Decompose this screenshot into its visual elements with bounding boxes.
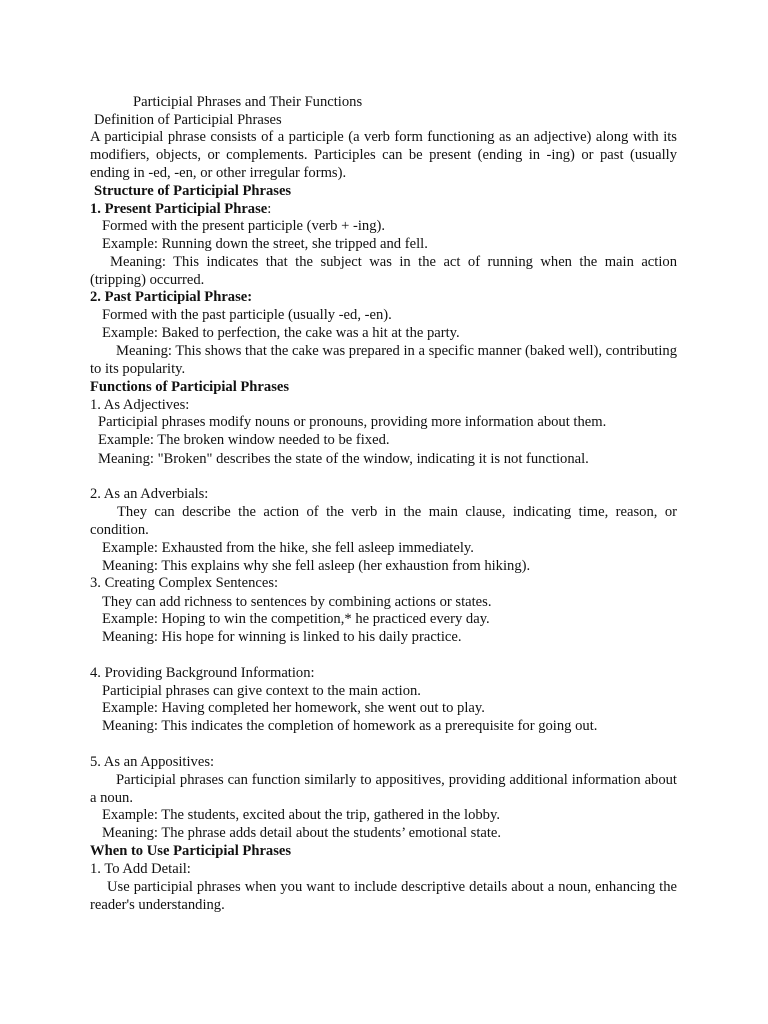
present-participial-label: 1. Present Participial Phrase xyxy=(90,201,268,217)
function-4-example: Example: Having completed her homework, she went out to play. xyxy=(102,700,485,716)
definition-heading: Definition of Participial Phrases xyxy=(94,112,282,128)
past-participial-heading: 2. Past Participial Phrase: xyxy=(90,289,253,305)
function-1-description: Participial phrases modify nouns or pronouns, providing more information about them. xyxy=(98,414,607,430)
present-meaning-text: Meaning: This indicates that the subject was in the act of running when the main action (tripping) occurred. xyxy=(90,254,677,288)
present-formed-text: Formed with the present participle (verb + -ing). xyxy=(102,218,385,234)
function-4-label: 4. Providing Background Information: xyxy=(90,665,315,681)
when-to-use-heading: When to Use Participial Phrases xyxy=(90,843,292,859)
structure-heading: Structure of Participial Phrases xyxy=(94,183,292,199)
present-participial-colon: : xyxy=(267,201,272,217)
document-title: Participial Phrases and Their Functions xyxy=(133,94,363,110)
function-2-example: Example: Exhausted from the hike, she fell asleep immediately. xyxy=(102,540,474,556)
function-2-label: 2. As an Adverbials: xyxy=(90,486,209,502)
function-3-example: Example: Hoping to win the competition,* he practiced every day. xyxy=(102,611,490,627)
function-3-label: 3. Creating Complex Sentences: xyxy=(90,575,279,591)
past-formed-text: Formed with the past participle (usually -ed, -en). xyxy=(102,307,392,323)
function-1-meaning: Meaning: "Broken" describes the state of the window, indicating it is not functional. xyxy=(98,451,589,467)
past-meaning-text: Meaning: This shows that the cake was prepared in a specific manner (baked well), contributing to its popularity. xyxy=(90,343,678,377)
function-5-description: Participial phrases can function similarly to appositives, providing additional information about a noun. xyxy=(90,772,677,806)
function-3-meaning: Meaning: His hope for winning is linked to his daily practice. xyxy=(102,629,462,645)
function-1-example: Example: The broken window needed to be fixed. xyxy=(98,432,390,448)
function-2-description: They can describe the action of the verb in the main clause, indicating time, reason, or condition. xyxy=(90,504,677,538)
function-2-meaning: Meaning: This explains why she fell asleep (her exhaustion from hiking). xyxy=(102,558,531,574)
past-example-text: Example: Baked to perfection, the cake was a hit at the party. xyxy=(102,325,460,341)
function-5-label: 5. As an Appositives: xyxy=(90,754,215,770)
function-3-description: They can add richness to sentences by combining actions or states. xyxy=(102,594,492,610)
functions-heading: Functions of Participial Phrases xyxy=(90,379,290,395)
function-1-label: 1. As Adjectives: xyxy=(90,397,190,413)
present-participial-heading xyxy=(90,201,271,219)
definition-paragraph: A participial phrase consists of a participle (a verb form functioning as an adjective) along with its modifiers, objects, or complements. Participles can be present (ending in -ing) or past (usually ending in -ed, -en, or other irregular forms). xyxy=(90,129,677,181)
present-example-text: Example: Running down the street, she tripped and fell. xyxy=(102,236,428,252)
function-5-example: Example: The students, excited about the trip, gathered in the lobby. xyxy=(102,807,500,823)
when-1-label: 1. To Add Detail: xyxy=(90,861,191,877)
function-4-description: Participial phrases can give context to the main action. xyxy=(102,683,421,699)
function-5-meaning: Meaning: The phrase adds detail about the students’ emotional state. xyxy=(102,825,502,841)
when-1-description: Use participial phrases when you want to include descriptive details about a noun, enhancing the reader's understanding. xyxy=(90,879,677,913)
function-4-meaning: Meaning: This indicates the completion of homework as a prerequisite for going out. xyxy=(102,718,598,734)
